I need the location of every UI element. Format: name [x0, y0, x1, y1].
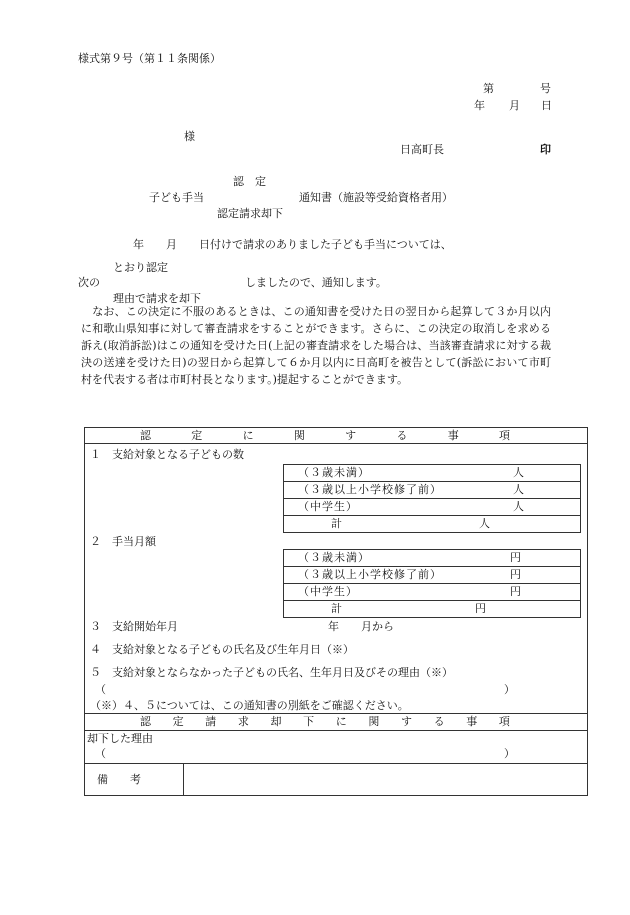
row-divider — [283, 600, 581, 601]
body-line-2-left: 次の — [78, 276, 100, 289]
section-divider — [84, 763, 588, 764]
body-line-1: 年 月 日付けで請求のありました子ども手当については、 — [133, 238, 452, 251]
appeal-notice-paragraph: なお、この決定に不服のあるときは、この通知書を受けた日の翌日から起算して３か月以内に和歌山県知事に対して審査請求をすることができます。さらに、この決定の取消しを求める訴え(取消訴訟)はこの通知を受けた日(上記の審査請求をした場合は、当該審査請求に対する裁決の送達を受けた日)の翌日から起算して６か月以内に日高町を被告として(訴訟において市町村を代表する者は市町村長となります。)提起することができます。 — [81, 305, 551, 386]
section-divider — [84, 443, 588, 444]
remarks-label: 備 考 — [97, 773, 141, 786]
seal-mark: 印 — [540, 143, 551, 156]
item-child-names: ４ 支給対象となる子どもの氏名及び生年月日（※） — [90, 643, 354, 656]
item-excluded-children: ５ 支給対象とならなかった子どもの氏名、生年月日及びその理由（※） — [90, 666, 453, 679]
form-label: 様式第９号（第１１条関係） — [78, 52, 221, 65]
body-line-2-right: しましたので、通知します。 — [245, 276, 387, 289]
remarks-divider — [183, 763, 184, 796]
count-3-to-primary-label: （３歳以上小学校修了前） — [298, 483, 442, 496]
row-divider — [283, 583, 581, 584]
section-rejection-header: 認 定 請 求 却 下 に 関 す る 事 項 — [140, 715, 510, 728]
amount-under-3-unit: 円 — [510, 551, 521, 564]
count-total-unit: 人 — [479, 517, 490, 530]
count-total-label: 計 — [331, 517, 342, 530]
amount-3-to-primary-label: （３歳以上小学校修了前） — [298, 568, 442, 581]
number-prefix: 第 — [483, 82, 494, 95]
issuer-name: 日高町長 — [400, 143, 444, 156]
count-junior-high-unit: 人 — [513, 500, 524, 513]
item-child-count: １ 支給対象となる子どもの数 — [90, 448, 244, 461]
amount-3-to-primary-unit: 円 — [510, 568, 521, 581]
count-3-to-primary-unit: 人 — [513, 483, 524, 496]
date-month-label: 月 — [509, 99, 520, 112]
section-divider — [84, 730, 588, 731]
title-option-approve: 認 定 — [233, 175, 266, 188]
amount-junior-high-unit: 円 — [510, 585, 521, 598]
title-right: 通知書（施設等受給資格者用） — [299, 191, 453, 204]
date-day-label: 日 — [541, 99, 552, 112]
start-month-value: 年 月から — [328, 620, 394, 633]
addressee-suffix: 様 — [184, 130, 195, 143]
paren-close: ） — [504, 683, 515, 696]
row-divider — [283, 481, 581, 482]
paren-open: （ — [95, 747, 106, 760]
title-option-reject: 認定請求却下 — [217, 207, 283, 220]
count-under-3-unit: 人 — [513, 466, 524, 479]
count-junior-high-label: （中学生） — [298, 500, 358, 513]
amount-junior-high-label: （中学生） — [298, 585, 358, 598]
section-divider — [84, 713, 588, 714]
number-suffix: 号 — [540, 82, 551, 95]
paren-close: ） — [504, 747, 515, 760]
count-under-3-label: （３歳未満） — [298, 466, 370, 479]
date-year-label: 年 — [474, 99, 485, 112]
amount-total-label: 計 — [331, 602, 342, 615]
row-divider — [283, 498, 581, 499]
item-monthly-amount: ２ 手当月額 — [90, 535, 156, 548]
title-left: 子ども手当 — [149, 191, 204, 204]
body-option-approve: とおり認定 — [113, 261, 168, 274]
amount-total-unit: 円 — [475, 602, 486, 615]
item-start-month: ３ 支給開始年月 — [90, 620, 178, 633]
row-divider — [283, 566, 581, 567]
attachment-note: （※）４、５については、この通知書の別紙をご確認ください。 — [90, 699, 409, 712]
paren-open: （ — [95, 683, 106, 696]
amount-under-3-label: （３歳未満） — [298, 551, 370, 564]
body-option-reject: 理由で請求を却下 — [113, 292, 201, 305]
rejection-reason-label: 却下した理由 — [87, 732, 153, 745]
row-divider — [283, 515, 581, 516]
section-approval-header: 認 定 に 関 す る 事 項 — [140, 429, 510, 442]
